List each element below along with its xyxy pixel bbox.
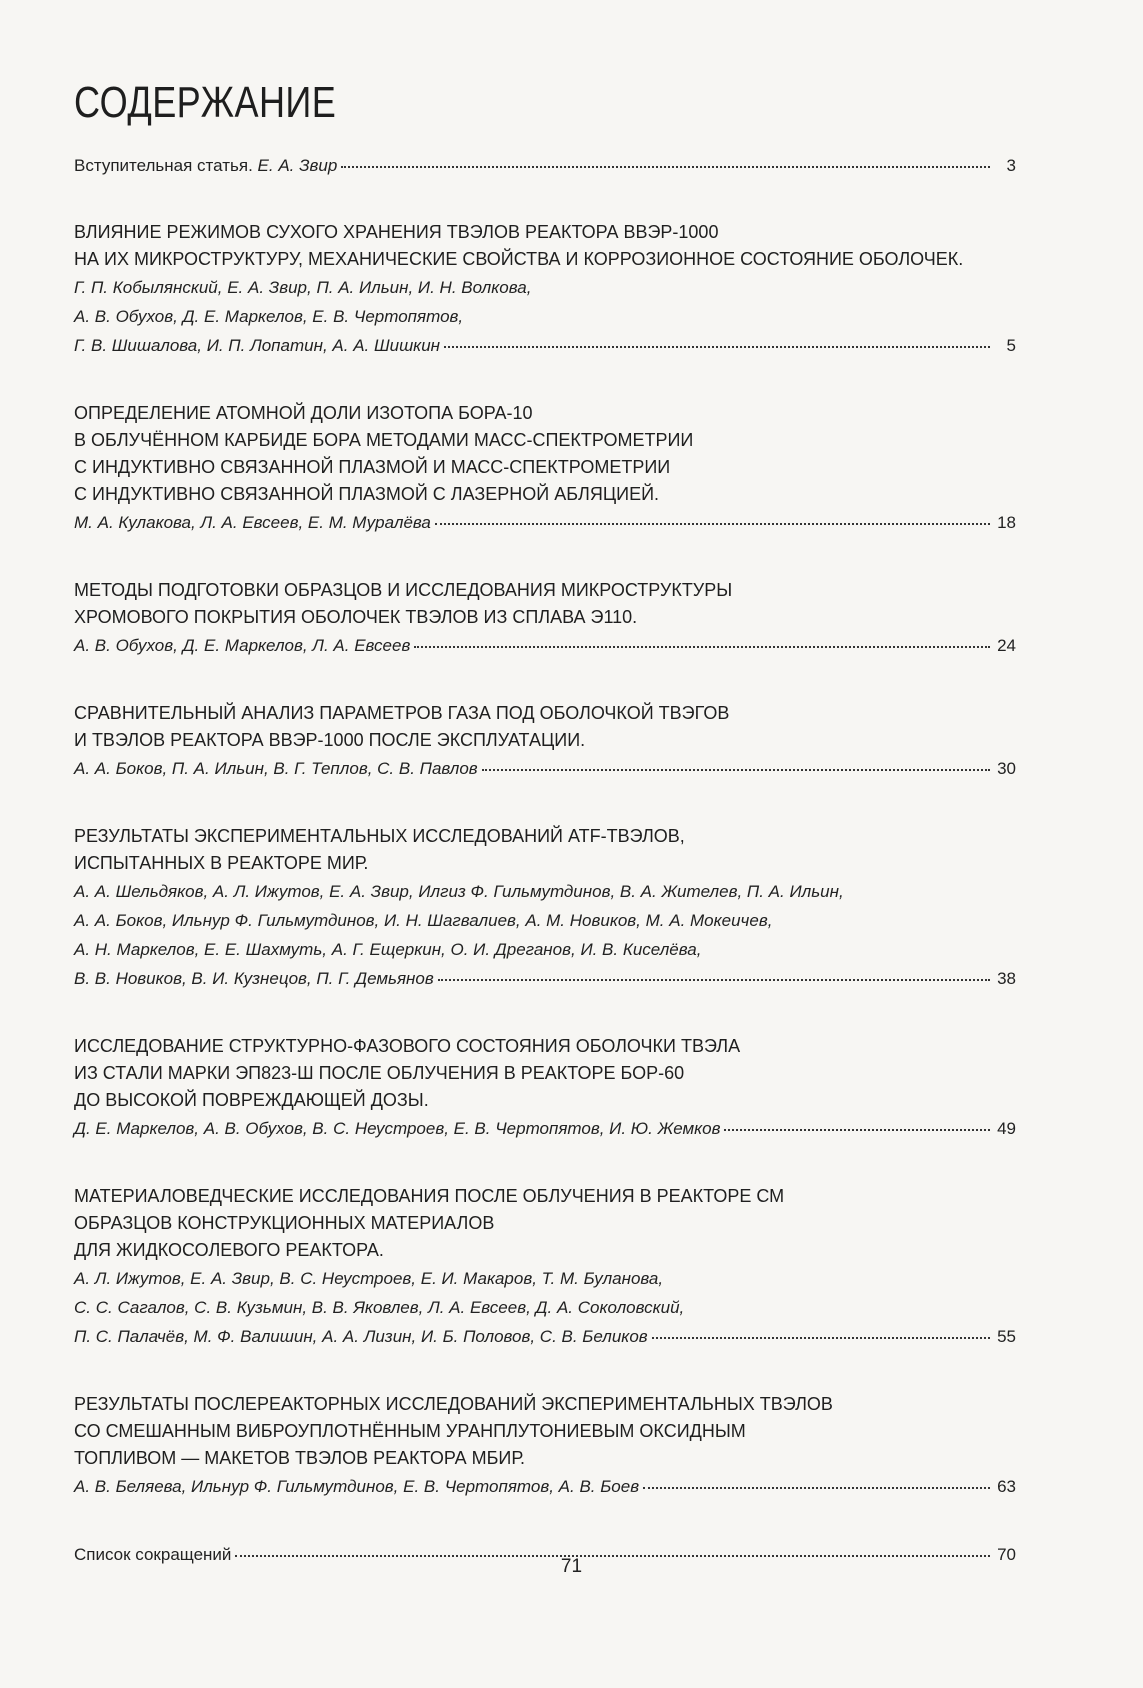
entry-authors-line: Г. П. Кобылянский, Е. А. Звир, П. А. Ильин, И. Н. Волкова, <box>74 278 532 297</box>
entry-title-line: ИСПЫТАННЫХ В РЕАКТОРЕ МИР. <box>74 853 369 873</box>
entry-authors-line: А. В. Обухов, Д. Е. Маркелов, Л. А. Евсеев <box>74 636 411 655</box>
entry-authors-line: А. Н. Маркелов, Е. Е. Шахмуть, А. Г. Ещеркин, О. И. Дреганов, И. В. Киселёва, <box>74 940 702 959</box>
toc-entry[interactable] <box>74 1183 1016 1351</box>
entry-authors-line: А. В. Беляева, Ильнур Ф. Гильмутдинов, Е. В. Чертопятов, А. В. Боев <box>74 1477 640 1496</box>
entry-title-line: МАТЕРИАЛОВЕДЧЕСКИЕ ИССЛЕДОВАНИЯ ПОСЛЕ ОБЛУЧЕНИЯ В РЕАКТОРЕ СМ <box>74 1186 785 1206</box>
entry-authors-line: А. А. Боков, П. А. Ильин, В. Г. Теплов, С. В. Павлов <box>74 759 478 778</box>
entry-authors-line: А. А. Шельдяков, А. Л. Ижутов, Е. А. Звир, Илгиз Ф. Гильмутдинов, В. А. Жителев, П. А. Ильин, <box>74 882 844 901</box>
entry-authors-leader-row <box>74 964 1016 993</box>
entry-title-line: СРАВНИТЕЛЬНЫЙ АНАЛИЗ ПАРАМЕТРОВ ГАЗА ПОД ОБОЛОЧКОЙ ТВЭГОВ <box>74 703 730 723</box>
entry-page-number: 5 <box>1006 336 1016 355</box>
dot-leader <box>482 769 990 771</box>
intro-author: Е. А. Звир <box>257 156 338 175</box>
entry-authors-line: А. Л. Ижутов, Е. А. Звир, В. С. Неустроев, Е. И. Макаров, Т. М. Буланова, <box>74 1269 664 1288</box>
entry-authors-leader-row <box>74 754 1016 783</box>
dot-leader <box>652 1337 990 1339</box>
toc-entry[interactable] <box>74 400 1016 537</box>
entry-title-line: С ИНДУКТИВНО СВЯЗАННОЙ ПЛАЗМОЙ И МАСС-СПЕКТРОМЕТРИИ <box>74 457 671 477</box>
toc-entry[interactable] <box>74 823 1016 993</box>
table-of-contents <box>74 152 1016 1568</box>
entry-title-line: ОПРЕДЕЛЕНИЕ АТОМНОЙ ДОЛИ ИЗОТОПА БОРА-10 <box>74 403 533 423</box>
dot-leader <box>643 1487 990 1489</box>
page-title: СОДЕРЖАНИЕ <box>74 78 337 127</box>
page-number: 71 <box>560 1556 583 1577</box>
entry-authors-line: Г. В. Шишалова, И. П. Лопатин, А. А. Шишкин <box>74 336 441 355</box>
dot-leader <box>341 166 990 168</box>
entry-title-line: ДЛЯ ЖИДКОСОЛЕВОГО РЕАКТОРА. <box>74 1240 384 1260</box>
toc-entry[interactable] <box>74 1033 1016 1143</box>
entry-authors-leader-row <box>74 331 1016 360</box>
entry-authors-line: М. А. Кулакова, Л. А. Евсеев, Е. М. Муралёва <box>74 513 431 532</box>
entry-title-line: НА ИХ МИКРОСТРУКТУРУ, МЕХАНИЧЕСКИЕ СВОЙСТВА И КОРРОЗИОННОЕ СОСТОЯНИЕ ОБОЛОЧЕК. <box>74 249 964 269</box>
entry-title-line: РЕЗУЛЬТАТЫ ПОСЛЕРЕАКТОРНЫХ ИССЛЕДОВАНИЙ ЭКСПЕРИМЕНТАЛЬНЫХ ТВЭЛОВ <box>74 1394 833 1414</box>
entry-page-number: 63 <box>997 1477 1016 1496</box>
entry-page-number: 24 <box>997 636 1016 655</box>
entry-authors-leader-row <box>74 1322 1016 1351</box>
toc-entry[interactable] <box>74 1391 1016 1501</box>
entry-title-line: ТОПЛИВОМ — МАКЕТОВ ТВЭЛОВ РЕАКТОРА МБИР. <box>74 1448 525 1468</box>
entry-title-line: МЕТОДЫ ПОДГОТОВКИ ОБРАЗЦОВ И ИССЛЕДОВАНИЯ МИКРОСТРУКТУРЫ <box>74 580 733 600</box>
entry-authors-line: А. А. Боков, Ильнур Ф. Гильмутдинов, И. Н. Шагвалиев, А. М. Новиков, М. А. Мокеичев, <box>74 911 773 930</box>
entry-title-line: ОБРАЗЦОВ КОНСТРУКЦИОННЫХ МАТЕРИАЛОВ <box>74 1213 495 1233</box>
dot-leader <box>444 346 990 348</box>
toc-entry[interactable] <box>74 700 1016 783</box>
entry-authors-leader-row <box>74 1472 1016 1501</box>
entry-page-number: 18 <box>997 513 1016 532</box>
toc-entries <box>74 219 1016 1501</box>
intro-page-number: 3 <box>1006 156 1016 175</box>
dot-leader <box>414 646 990 648</box>
entry-authors-line: Д. Е. Маркелов, А. В. Обухов, В. С. Неустроев, Е. В. Чертопятов, И. Ю. Жемков <box>74 1119 721 1138</box>
toc-intro-line[interactable] <box>74 152 1016 179</box>
entry-title-line: ДО ВЫСОКОЙ ПОВРЕЖДАЮЩЕЙ ДОЗЫ. <box>74 1090 429 1110</box>
entry-page-number: 55 <box>997 1327 1016 1346</box>
dot-leader <box>438 979 990 981</box>
toc-entry[interactable] <box>74 577 1016 660</box>
dot-leader <box>724 1129 990 1131</box>
entry-title-line: СО СМЕШАННЫМ ВИБРОУПЛОТНЁННЫМ УРАНПЛУТОНИЕВЫМ ОКСИДНЫМ <box>74 1421 746 1441</box>
entry-page-number: 30 <box>997 759 1016 778</box>
entry-page-number: 38 <box>997 969 1016 988</box>
entry-page-number: 49 <box>997 1119 1016 1138</box>
entry-authors-leader-row <box>74 508 1016 537</box>
entry-title-line: В ОБЛУЧЁННОМ КАРБИДЕ БОРА МЕТОДАМИ МАСС-СПЕКТРОМЕТРИИ <box>74 430 694 450</box>
abbreviations-page-number: 70 <box>997 1545 1016 1564</box>
entry-authors-leader-row <box>74 1114 1016 1143</box>
entry-authors-line: П. С. Палачёв, М. Ф. Валишин, А. А. Лизин, И. Б. Половов, С. В. Беликов <box>74 1327 648 1346</box>
dot-leader <box>435 523 990 525</box>
entry-authors-line: В. В. Новиков, В. И. Кузнецов, П. Г. Демьянов <box>74 969 434 988</box>
abbreviations-label: Список сокращений <box>74 1545 232 1564</box>
entry-title-line: ВЛИЯНИЕ РЕЖИМОВ СУХОГО ХРАНЕНИЯ ТВЭЛОВ РЕАКТОРА ВВЭР-1000 <box>74 222 719 242</box>
entry-title-line: ХРОМОВОГО ПОКРЫТИЯ ОБОЛОЧЕК ТВЭЛОВ ИЗ СПЛАВА Э110. <box>74 607 638 627</box>
entry-authors-line: С. С. Сагалов, С. В. Кузьмин, В. В. Яковлев, Л. А. Евсеев, Д. А. Соколовский, <box>74 1298 685 1317</box>
entry-authors-leader-row <box>74 631 1016 660</box>
entry-authors-line: А. В. Обухов, Д. Е. Маркелов, Е. В. Чертопятов, <box>74 307 464 326</box>
entry-title-line: РЕЗУЛЬТАТЫ ЭКСПЕРИМЕНТАЛЬНЫХ ИССЛЕДОВАНИЙ ATF-ТВЭЛОВ, <box>74 826 685 846</box>
toc-entry[interactable] <box>74 219 1016 360</box>
intro-title: Вступительная статья. <box>74 156 253 175</box>
entry-title-line: С ИНДУКТИВНО СВЯЗАННОЙ ПЛАЗМОЙ С ЛАЗЕРНОЙ АБЛЯЦИЕЙ. <box>74 484 660 504</box>
entry-title-line: И ТВЭЛОВ РЕАКТОРА ВВЭР-1000 ПОСЛЕ ЭКСПЛУАТАЦИИ. <box>74 730 586 750</box>
entry-title-line: ИССЛЕДОВАНИЕ СТРУКТУРНО-ФАЗОВОГО СОСТОЯНИЯ ОБОЛОЧКИ ТВЭЛА <box>74 1036 741 1056</box>
entry-title-line: ИЗ СТАЛИ МАРКИ ЭП823-Ш ПОСЛЕ ОБЛУЧЕНИЯ В РЕАКТОРЕ БОР-60 <box>74 1063 685 1083</box>
